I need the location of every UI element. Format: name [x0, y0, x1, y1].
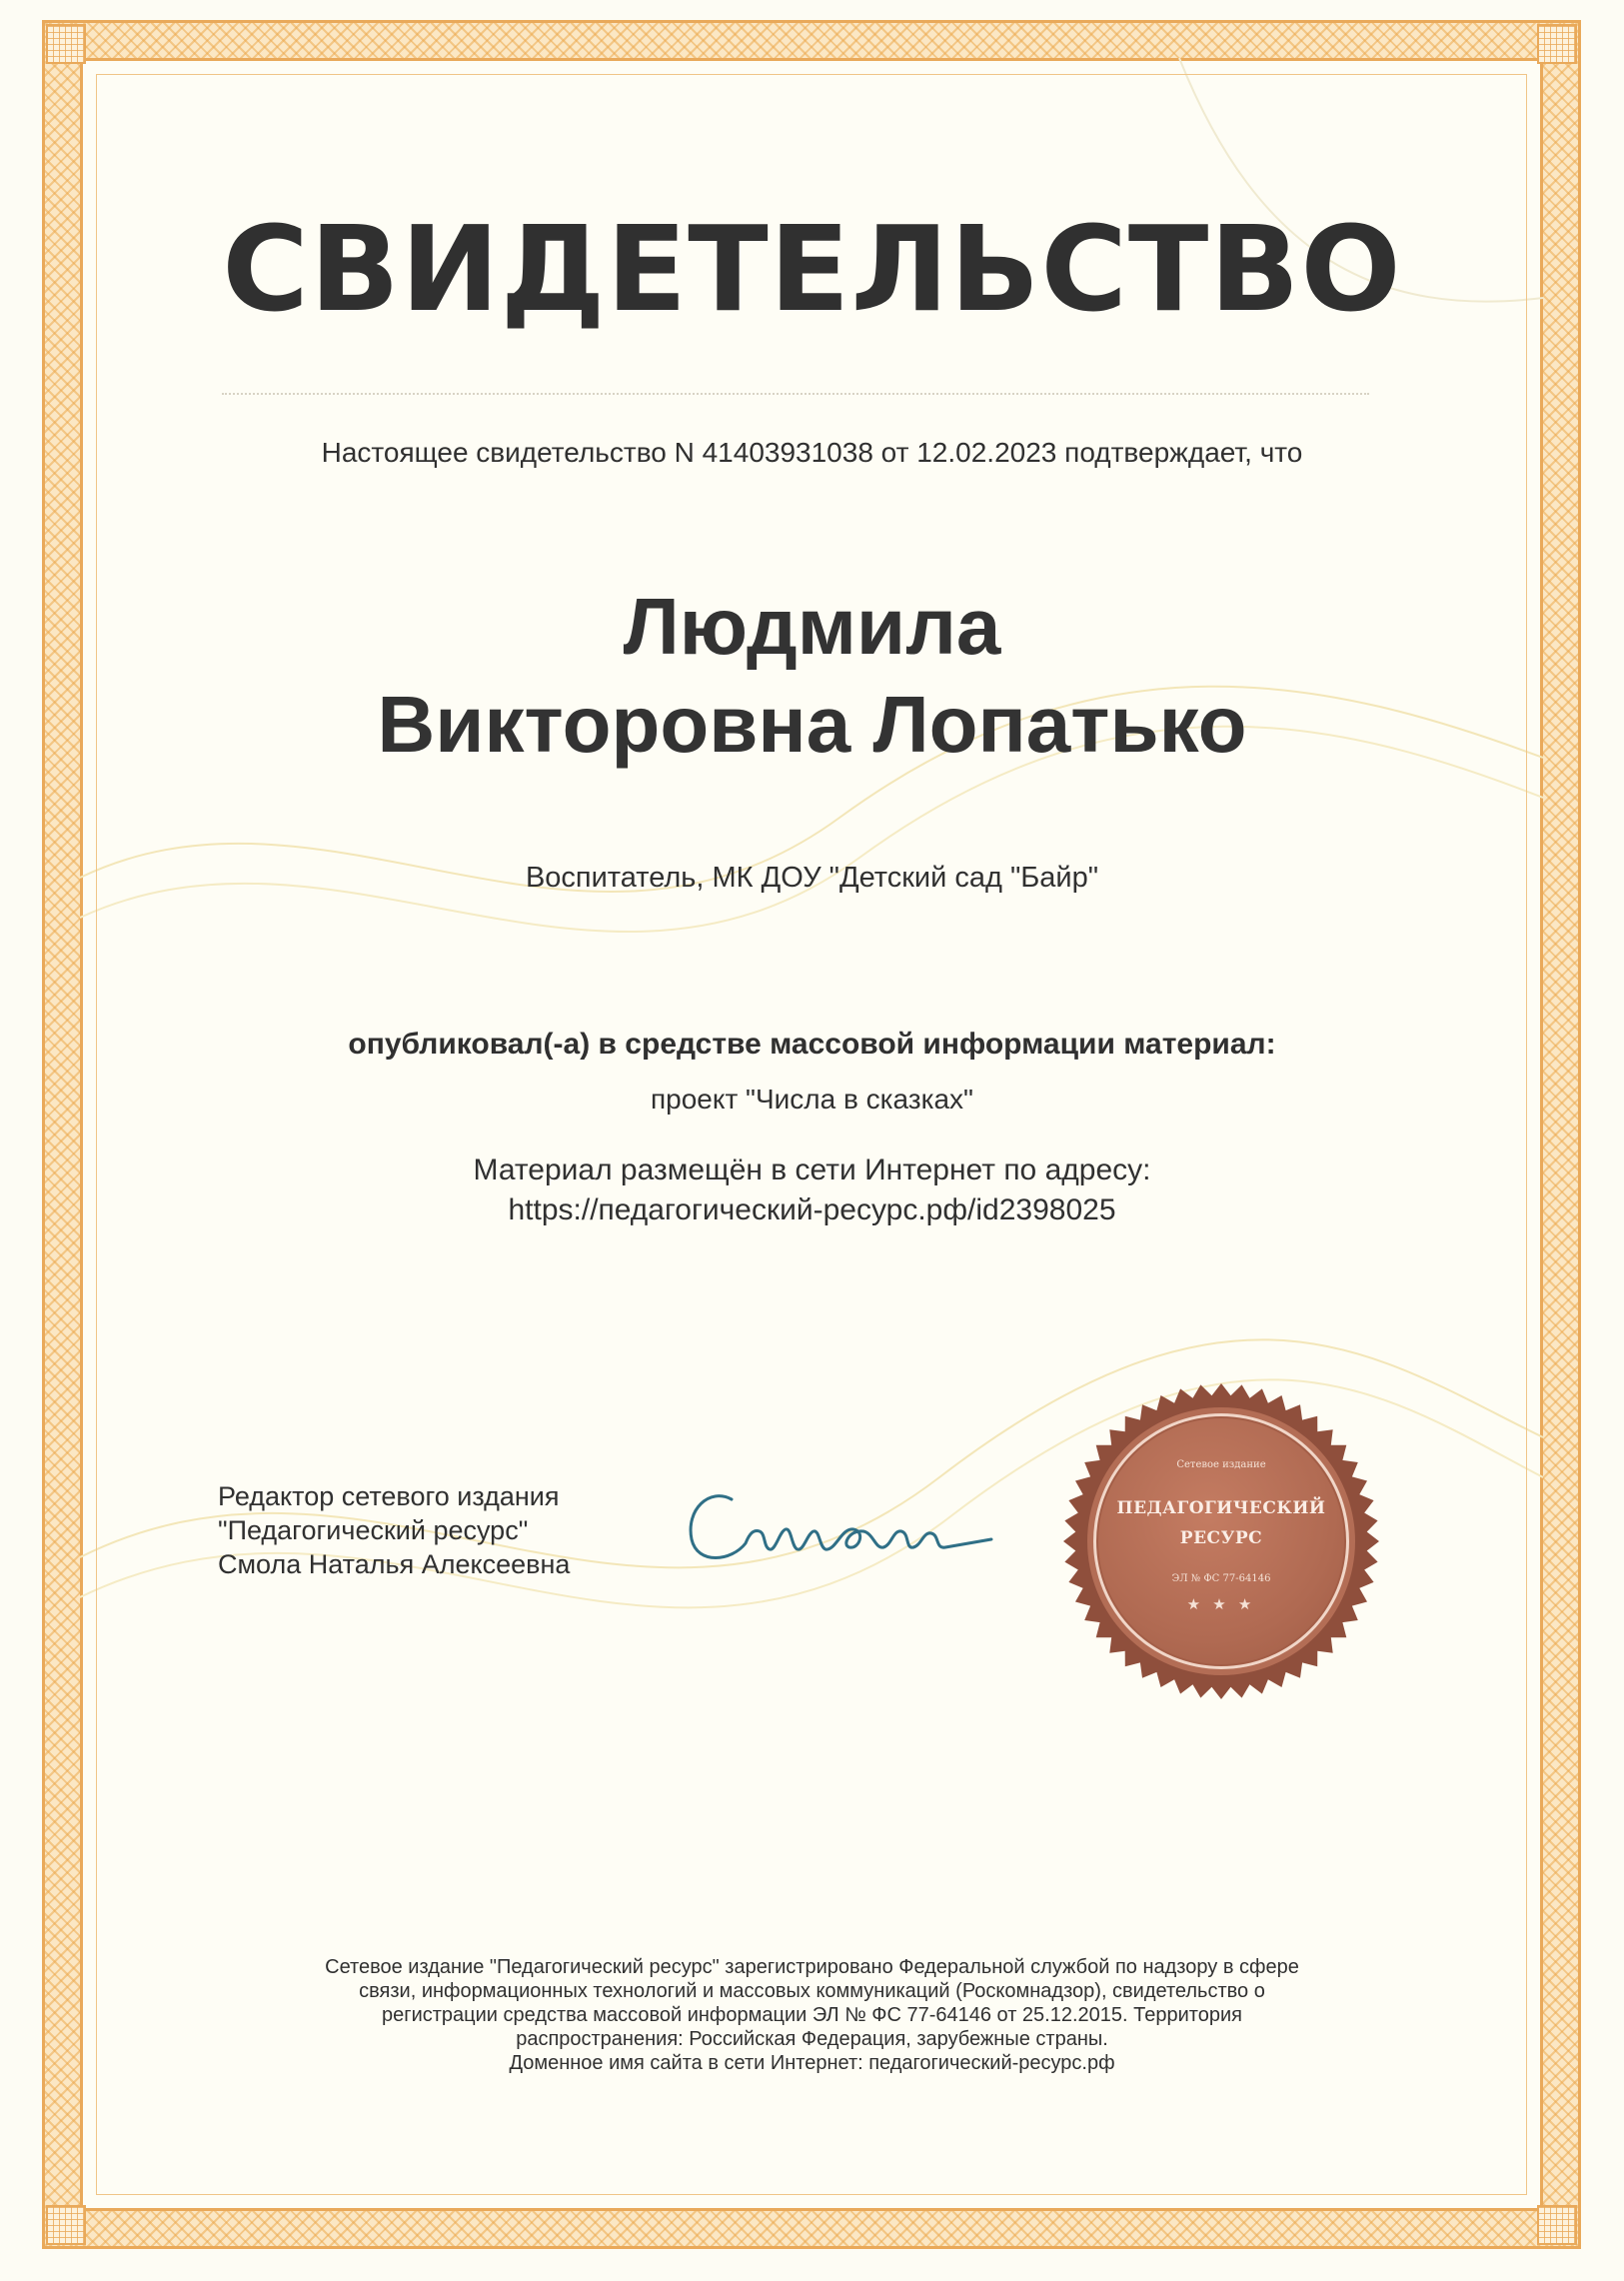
seal-registration: ЭЛ № ФС 77-64146 [1171, 1573, 1271, 1584]
recipient-patronymic-surname: Викторовна Лопатько [377, 680, 1247, 769]
editor-block [218, 1479, 638, 1581]
editor-signature [680, 1469, 999, 1579]
editor-title: Редактор сетевого издания [218, 1481, 560, 1511]
seal-main-line1: ПЕДАГОГИЧЕСКИЙ [1116, 1498, 1326, 1518]
material-title: проект "Числа в сказках" [651, 1084, 973, 1115]
corner-ornament-top-right [1537, 24, 1577, 64]
seal-main-line2: РЕСУРС [1179, 1528, 1263, 1548]
registration-footer [0, 1955, 1624, 2075]
seal-stars: ★ ★ ★ [1186, 1596, 1256, 1613]
footer-line: связи, информационных технологий и массовых коммуникаций (Роскомнадзор), свидетельство о [359, 1980, 1265, 2002]
recipient-first-name: Людмила [623, 582, 1001, 671]
address-label: Материал размещён в сети Интернет по адресу: [473, 1153, 1151, 1186]
editor-name: Смола Наталья Алексеевна [218, 1549, 571, 1579]
recipient-name [0, 578, 1624, 774]
certificate-number-line: Настоящее свидетельство N 41403931038 от 12.02.2023 подтверждает, что [321, 437, 1303, 468]
footer-line: Доменное имя сайта в сети Интернет: педагогический-ресурс.рф [509, 2052, 1115, 2074]
corner-ornament-bottom-right [1537, 2205, 1577, 2245]
material-url: https://педагогический-ресурс.рф/id2398025 [508, 1193, 1116, 1226]
footer-line: регистрации средства массовой информации ЭЛ № ФС 77-64146 от 25.12.2015. Территория [382, 2004, 1242, 2026]
footer-line: распространения: Российская Федерация, зарубежные страны. [516, 2028, 1108, 2050]
published-label: опубликовал(-а) в средстве массовой информации материал: [348, 1028, 1276, 1061]
corner-ornament-bottom-left [46, 2205, 86, 2245]
editor-publication: "Педагогический ресурс" [218, 1515, 529, 1545]
corner-ornament-top-left [46, 24, 86, 64]
seal-top-text: Сетевое издание [1176, 1459, 1266, 1470]
recipient-position: Воспитатель, МК ДОУ "Детский сад "Байр" [525, 862, 1099, 894]
certificate-title: СВИДЕТЕЛЬСТВО [222, 200, 1402, 338]
title-divider [222, 393, 1369, 395]
seal-main-text [1099, 1493, 1343, 1553]
footer-line: Сетевое издание "Педагогический ресурс" зарегистрировано Федеральной службой по надзору в сфере [325, 1956, 1299, 1978]
certificate-body [80, 58, 1543, 2211]
